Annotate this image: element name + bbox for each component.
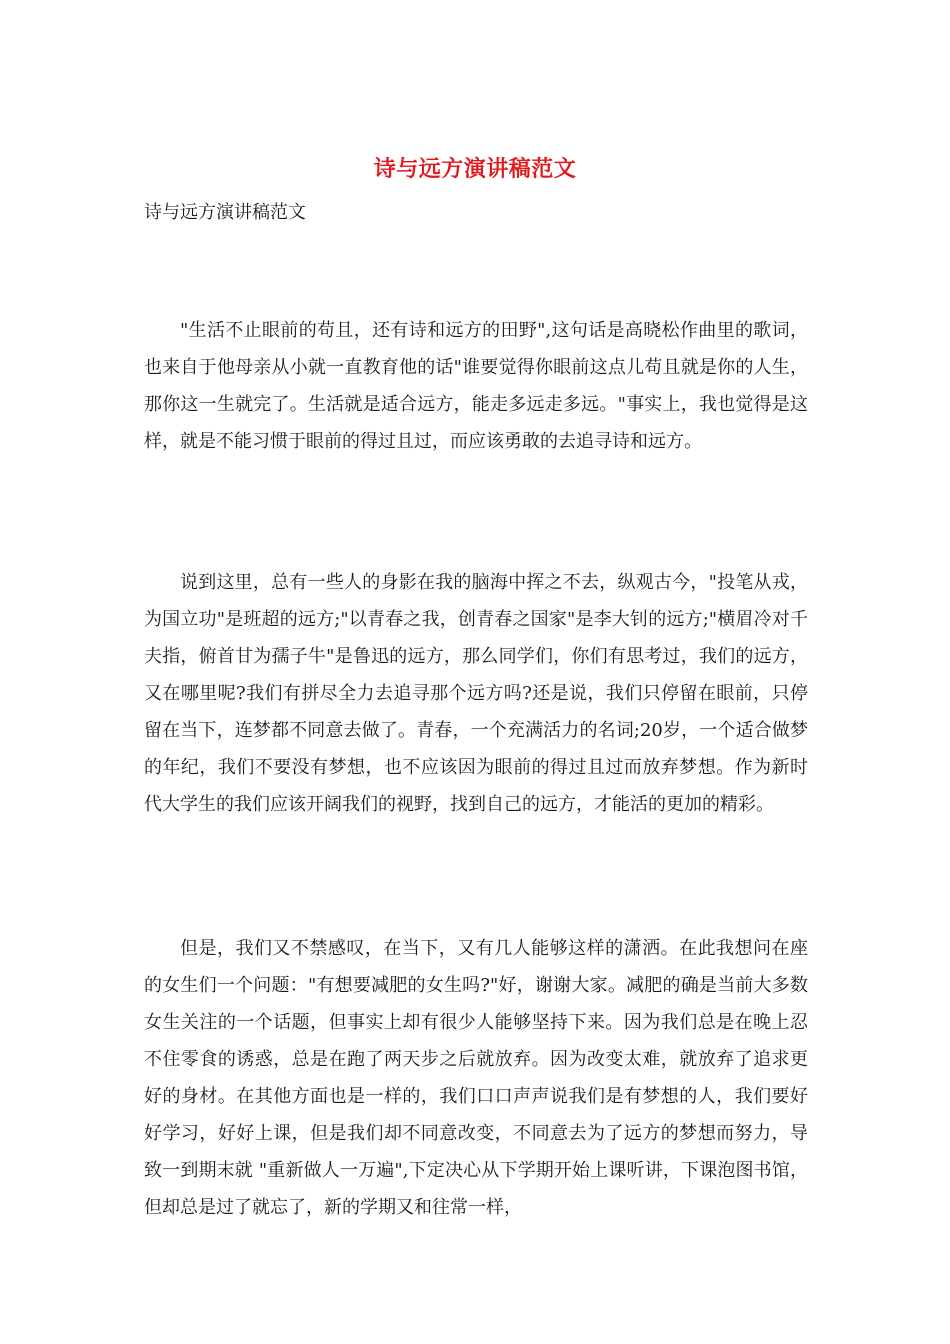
document-subtitle: 诗与远方演讲稿范文 bbox=[144, 202, 306, 223]
document-title: 诗与远方演讲稿范文 bbox=[373, 156, 577, 182]
body-paragraph-2: 说到这里，总有一些人的身影在我的脑海中挥之不去，纵观古今，"投笔从戎，为国立功"是班超的远方;"以青春之我，创青春之国家"是李大钊的远方;"横眉冷对千夫指，俯首甘为孺子牛"是鲁迅的远方，那么同学们，你们有思考过，我们的远方，又在哪里呢?我们有拼尽全力去追寻那个远方吗?还是说，我们只停留在眼前，只停留在当下，连梦都不同意去做了。青春，一个充满活力的名词;20岁，一个适合做梦的年纪，我们不要没有梦想，也不应该因为眼前的得过且过而放弃梦想。作为新时代大学生的我们应该开阔我们的视野，找到自己的远方，才能活的更加的精彩。 bbox=[144, 572, 808, 815]
body-paragraph-1: "生活不止眼前的苟且，还有诗和远方的田野",这句话是高晓松作曲里的歌词，也来自于他母亲从小就一直教育他的话"谁要觉得你眼前这点儿苟且就是你的人生，那你这一生就完了。生活就是适合远方，能走多远走多远。"事实上，我也觉得是这样，就是不能习惯于眼前的得过且过，而应该勇敢的去追寻诗和远方。 bbox=[144, 320, 808, 452]
body-paragraph-3: 但是，我们又不禁感叹，在当下，又有几人能够这样的潇洒。在此我想问在座的女生们一个问题："有想要减肥的女生吗?"好，谢谢大家。减肥的确是当前大多数女生关注的一个话题，但事实上却有很少人能够坚持下来。因为我们总是在晚上忍不住零食的诱惑，总是在跑了两天步之后就放弃。因为改变太难，就放弃了追求更好的身材。在其他方面也是一样的，我们口口声声说我们是有梦想的人，我们要好好学习，好好上课，但是我们却不同意改变，不同意去为了远方的梦想而努力，导致一到期末就 "重新做人一万遍",下定决心从下学期开始上课听讲，下课泡图书馆，但却总是过了就忘了，新的学期又和往常一样， bbox=[144, 938, 808, 1218]
